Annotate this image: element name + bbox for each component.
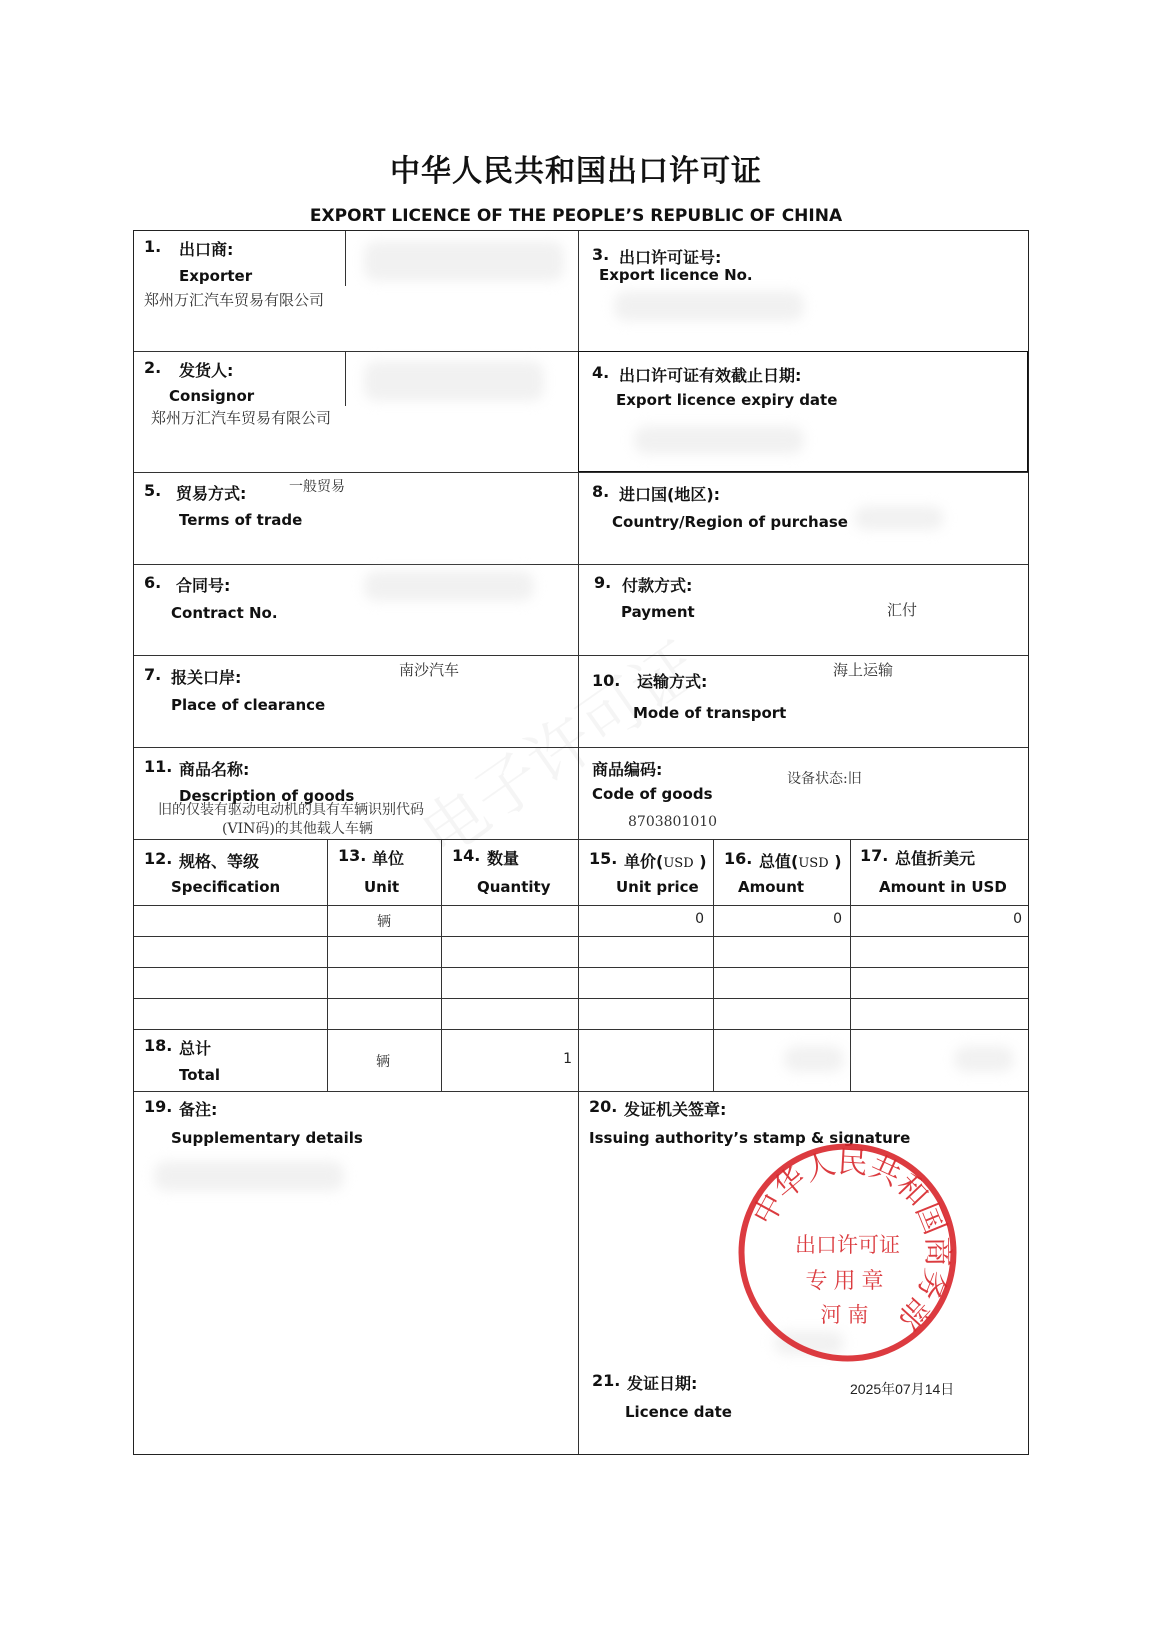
quantity-label-cn: 数量 [487,849,520,868]
stamp-center-line2: 专用章 [805,1269,890,1294]
row1-amount: 0 [833,911,842,927]
equipment-status: 设备状态:旧 [787,771,862,787]
row1-unit: 辆 [377,914,391,930]
terms-of-trade-value: 一般贸易 [289,479,345,495]
official-seal-stamp [735,1140,960,1365]
expiry-label-en: Export licence expiry date [616,391,838,409]
row1-amount-usd: 0 [1013,911,1022,927]
field-1-number: 1. [144,237,162,256]
goods-label-cn: 商品名称: [179,760,250,779]
field-15-number: 15. [589,849,618,868]
amount-label-cn: 总值(USD ) [759,852,842,871]
remarks-label-en: Supplementary details [171,1129,363,1147]
code-value: 8703801010 [628,814,718,830]
field-20-number: 20. [589,1097,618,1116]
field-12-number: 12. [144,849,173,868]
transport-label-en: Mode of transport [633,704,787,722]
exporter-value: 郑州万汇汽车贸易有限公司 [144,291,325,309]
code-label-cn: 商品编码: [592,760,663,779]
field-19-number: 19. [144,1097,173,1116]
stamp-center-line3: 河南 [820,1303,875,1327]
licence-date-label-cn: 发证日期: [627,1374,698,1393]
amount-usd-label-en: Amount in USD [879,878,1007,896]
stamp-center-line1: 出口许可证 [795,1233,900,1257]
field-9-number: 9. [594,573,612,592]
field-21-number: 21. [592,1371,621,1390]
field-11-number: 11. [144,757,173,776]
transport-label-cn: 运输方式: [637,672,708,691]
spec-label-cn: 规格、等级 [179,852,260,871]
terms-of-trade-label-cn: 贸易方式: [176,484,247,503]
field-17-number: 17. [860,846,889,865]
expiry-label-cn: 出口许可证有效截止日期: [619,366,802,385]
amount-label-en: Amount [738,878,805,896]
contract-no-label-en: Contract No. [171,604,278,622]
clearance-value: 南沙汽车 [399,661,460,679]
quantity-label-en: Quantity [477,878,551,896]
field-7-number: 7. [144,665,162,684]
remarks-label-cn: 备注: [179,1100,218,1119]
unit-price-label-cn: 单价(USD ) [624,852,707,871]
consignor-label-cn: 发货人: [179,361,234,380]
total-label-cn: 总计 [179,1039,212,1058]
licence-no-label-en: Export licence No. [599,266,753,284]
code-label-en: Code of goods [592,785,713,803]
row1-unit-price: 0 [695,911,704,927]
field-4-number: 4. [592,363,610,382]
stamp-ring-text: 中华人民共和国商务部 [746,1144,955,1336]
document-title-en: EXPORT LICENCE OF THE PEOPLE’S REPUBLIC OF CHINA [309,206,843,226]
field-3-number: 3. [592,245,610,264]
payment-label-en: Payment [621,603,695,621]
unit-label-cn: 单位 [372,849,405,868]
total-label-en: Total [179,1066,220,1084]
spec-label-en: Specification [171,878,281,896]
payment-label-cn: 付款方式: [622,576,693,595]
licence-no-label-cn: 出口许可证号: [619,248,722,267]
terms-of-trade-label-en: Terms of trade [179,511,303,529]
field-8-number: 8. [592,482,610,501]
field-6-number: 6. [144,573,162,592]
payment-value: 汇付 [887,601,918,619]
goods-value-line2: (VIN码)的其他载人车辆 [222,821,373,837]
issuing-authority-label-cn: 发证机关签章: [624,1100,727,1119]
clearance-label-en: Place of clearance [171,696,326,714]
licence-date-label-en: Licence date [625,1403,732,1421]
clearance-label-cn: 报关口岸: [171,668,242,687]
document-title-cn: 中华人民共和国出口许可证 [390,154,762,189]
field-16-number: 16. [724,849,753,868]
consignor-label-en: Consignor [169,387,255,405]
contract-no-label-cn: 合同号: [176,576,231,595]
consignor-value: 郑州万汇汽车贸易有限公司 [151,409,332,427]
field-13-number: 13. [338,846,367,865]
exporter-label-cn: 出口商: [179,240,234,259]
goods-value-line1: 旧的仅装有驱动电动机的具有车辆识别代码 [158,802,424,818]
field-10-number: 10. [592,671,621,690]
unit-price-label-en: Unit price [616,878,699,896]
field-18-number: 18. [144,1036,173,1055]
country-label-en: Country/Region of purchase [612,513,848,531]
transport-value: 海上运输 [833,661,894,679]
field-2-number: 2. [144,358,162,377]
issuing-authority-label-en: Issuing authority’s stamp & signature [589,1129,911,1147]
field-14-number: 14. [452,846,481,865]
field-5-number: 5. [144,481,162,500]
unit-label-en: Unit [364,878,400,896]
total-unit: 辆 [376,1054,390,1070]
total-quantity: 1 [563,1051,572,1067]
goods-label-en: Description of goods [179,787,355,805]
country-label-cn: 进口国(地区): [619,485,721,504]
amount-usd-label-cn: 总值折美元 [895,849,976,868]
exporter-label-en: Exporter [179,267,253,285]
licence-date-value: 2025年07月14日 [850,1381,955,1397]
